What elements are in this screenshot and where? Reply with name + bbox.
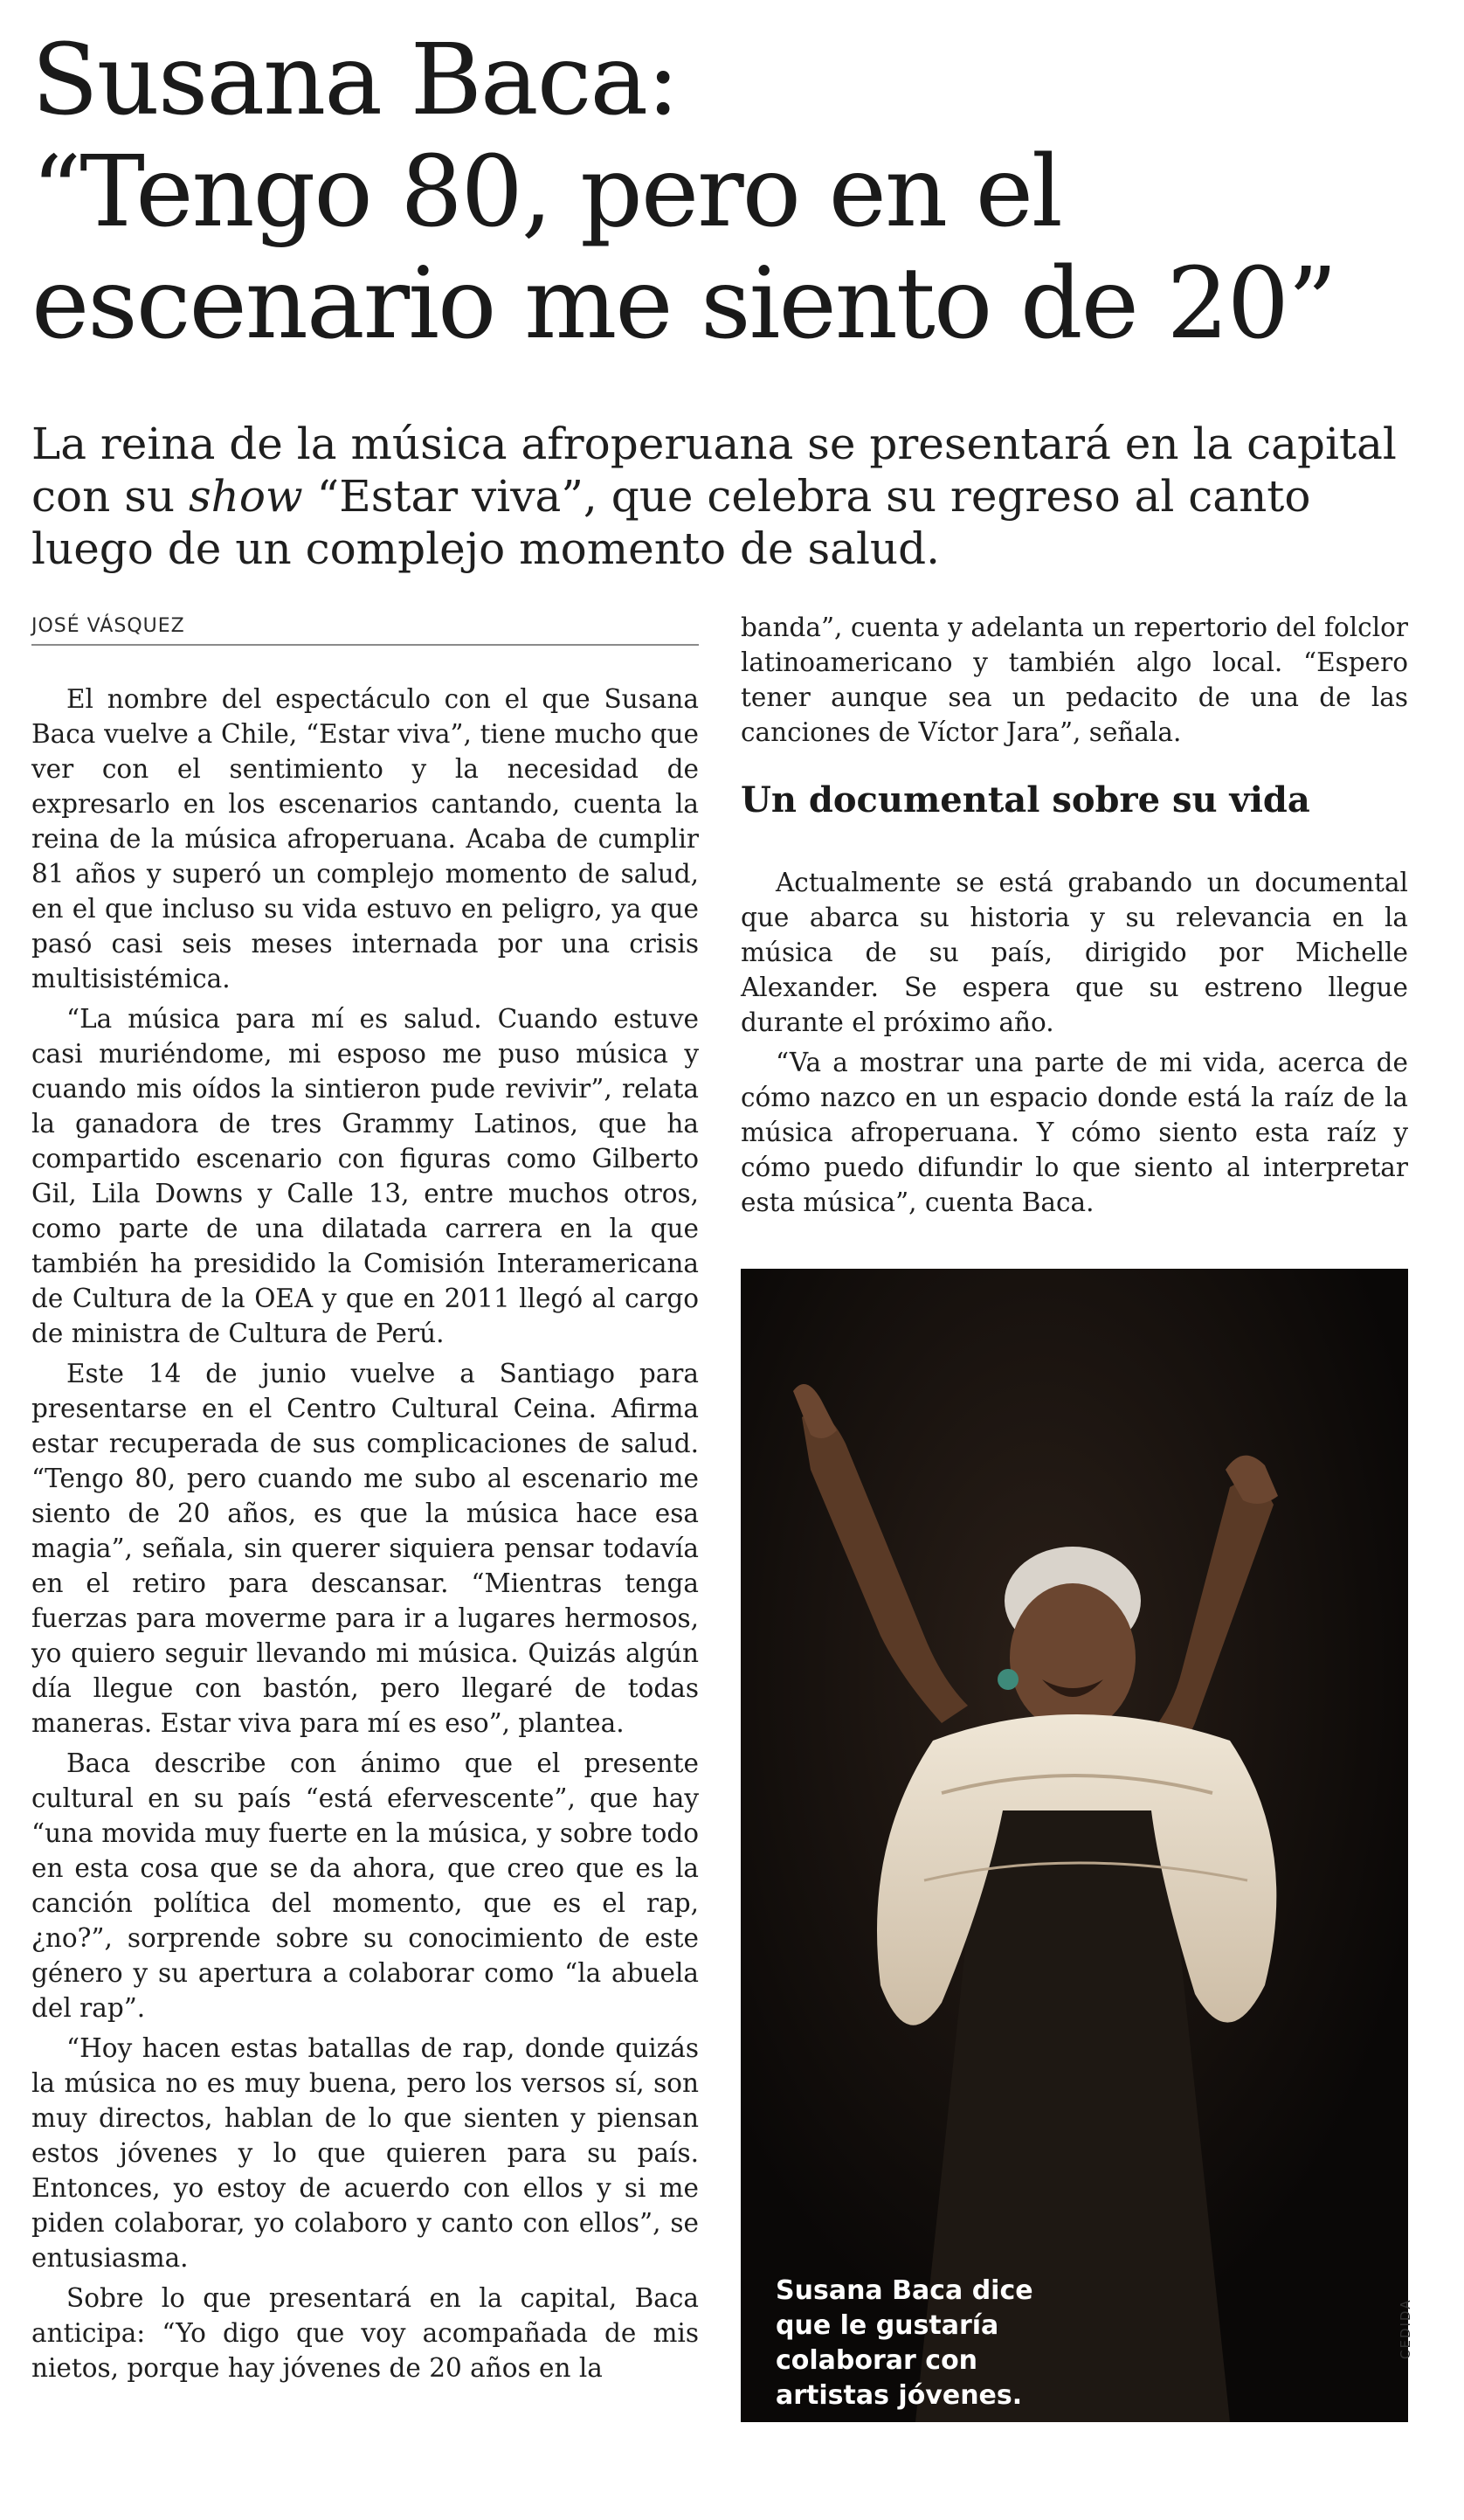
section-subhead: Un documental sobre su vida	[741, 779, 1310, 820]
photo-caption: Susana Baca dice que le gustaría colaborar con artistas jóvenes.	[776, 2275, 1033, 2411]
headline-line-3: escenario me siento de 20”	[31, 247, 1336, 361]
paragraph: Actualmente se está grabando un documental que abarca su historia y su relevancia en la música de su país, dirigido por Michelle Alexander. Se espera que su estreno llegue durante el próximo año.	[741, 868, 1408, 1037]
headline-line-2: “Tengo 80, pero en el	[31, 135, 1061, 249]
paragraph: Sobre lo que presentará en la capital, Baca anticipa: “Yo digo que voy acompañada de mis nietos, porque hay jóvenes de 20 años en la	[31, 2283, 699, 2383]
headline-line-1: Susana Baca:	[31, 24, 678, 137]
right-column-continuation	[741, 610, 1408, 755]
paragraph: El nombre del espectáculo con el que Susana Baca vuelve a Chile, “Estar viva”, tiene mucho que ver con el sentimiento y la necesidad de expresarlo en los escenarios cantando, cuenta la reina de la música afroperuana. Acaba de cumplir 81 años y superó un complejo momento de salud, en el que incluso su vida estuvo en peligro, ya que pasó casi seis meses internada por una crisis multisistémica.	[31, 684, 699, 993]
deck-line-2: con su show “Estar viva”, que celebra su regreso al canto	[31, 471, 1311, 522]
right-column-documental	[741, 865, 1408, 1225]
paragraph: Este 14 de junio vuelve a Santiago para presentarse en el Centro Cultural Ceina. Afirma estar recuperada de sus complicaciones de salud. “Tengo 80, pero cuando me subo al escenario me siento de 20 años, es que la música hace esa magia”, señala, sin querer siquiera pensar todavía en el retiro para descansar. “Mientras tenga fuerzas para moverme para ir a lugares hermosos, yo quiero seguir llevando mi música. Quizás algún día llegue con bastón, pero llegaré de todas maneras. Estar viva para mí es eso”, plantea.	[31, 1359, 699, 1738]
paragraph: “Hoy hacen estas batallas de rap, donde quizás la música no es muy buena, pero los versos sí, son muy directos, hablan de lo que sienten y piensan estos jóvenes y lo que quieren para su país. Entonces, yo estoy de acuerdo con ellos y si me piden colaborar, yo colaboro y canto con ellos”, se entusiasma.	[31, 2033, 699, 2273]
paragraph: “Va a mostrar una parte de mi vida, acerca de cómo nazco en un espacio donde está la raíz de la música afroperuana. Y cómo siento esta raíz y cómo puedo difundir lo que siento al interpretar esta música”, cuenta Baca.	[741, 1048, 1408, 1217]
paragraph: Baca describe con ánimo que el presente cultural en su país “está efervescente”, que hay “una movida muy fuerte en la música, y sobre todo en esta cosa que se da ahora, que creo que es la canción política del momento, que es el rap, ¿no?”, sorprende sobre su conocimiento de este género y su apertura a colaborar como “la abuela del rap”.	[31, 1748, 699, 2023]
byline: JOSÉ VÁSQUEZ	[31, 615, 699, 646]
deck-line-1: La reina de la música afroperuana se presentará en la capital	[31, 419, 1397, 469]
paragraph: “La música para mí es salud. Cuando estuve casi muriéndome, mi esposo me puso música y cuando mis oídos la sintieron pude revivir”, relata la ganadora de tres Grammy Latinos, que ha compartido escenario con figuras como Gilberto Gil, Lila Downs y Calle 13, entre muchos otros, como parte de una dilatada carrera en la que también ha presidido la Comisión Interamericana de Cultura de la OEA y que en 2011 llegó al cargo de ministra de Cultura de Perú.	[31, 1004, 699, 1348]
paragraph: banda”, cuenta y adelanta un repertorio del folclor latinoamericano y también algo local. “Espero tener aunque sea un pedacito de una de las canciones de Víctor Jara”, señala.	[741, 613, 1408, 747]
headline	[31, 24, 1429, 360]
photo-credit: CEDIDA	[1398, 2298, 1413, 2359]
deck-line-3: luego de un complejo momento de salud.	[31, 523, 941, 574]
singer-photo	[741, 1269, 1408, 2422]
singer-illustration	[741, 1269, 1408, 2422]
deck	[31, 418, 1438, 575]
left-column	[31, 682, 699, 2391]
